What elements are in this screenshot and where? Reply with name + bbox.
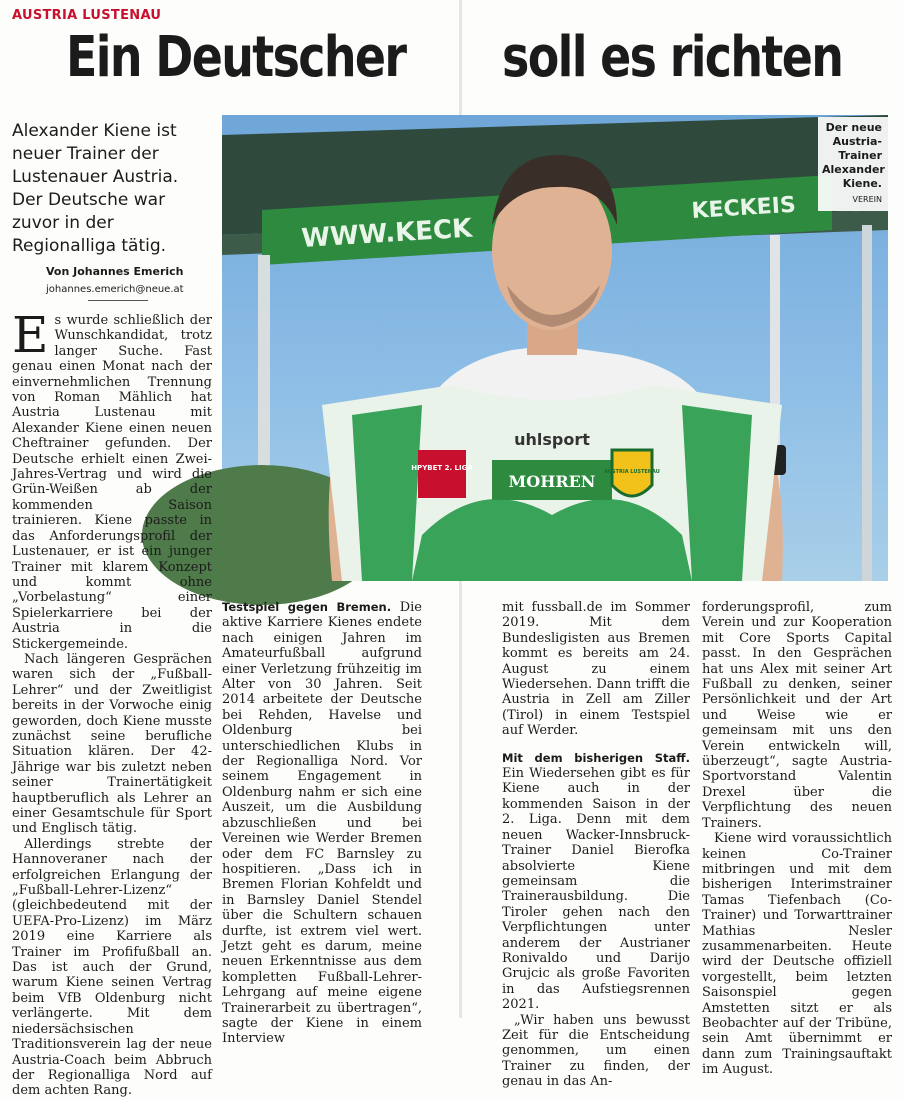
photo-caption — [818, 117, 888, 211]
subhead: Mit dem bisherigen Staff. — [502, 750, 690, 765]
paragraph: forderungsprofil, zum Verein und zur Kooperation mit Core Sports Capital passt. In den Gesprächen hat uns Alex mit seiner Art Fußball zu denken, seiner Persönlichkeit und der Art und Weise wie er gemeinsam mit uns den Verein entwickeln will, überzeugt“, sagte Austria-Sportvorstand Valentin Drexel über die Verpflichtung des neuen Trainers. — [702, 600, 892, 831]
banner-text-left: WWW.KECK — [300, 213, 474, 254]
paragraph-text: Ein Wiedersehen gibt es für Kiene auch in der kommenden Saison in der 2. Liga. Denn mit dem neuen Wacker-Innsbruck-Trainer Daniel Bierofka absolvierte Kiene gemeinsam die Trainerausbildung. Die Tiroler gehen nach den Verpflichtungen unter anderem der Austrianer Ronivaldo und Darijo Grujcic als große Favoriten in das Aufstiegsrennen 2021. — [502, 766, 690, 1013]
paragraph — [12, 306, 212, 652]
jersey-sponsor: MOHREN — [508, 472, 596, 491]
paragraph — [502, 751, 690, 1013]
jersey-stripe-right — [682, 405, 752, 581]
drop-cap: E — [12, 306, 49, 364]
paragraph: Allerdings strebte der Hannoveraner nach der erfolgreichen Erlangung der „Fußball-Lehrer-Lizenz“ (gleichbedeutend mit der UEFA-Pro-Lizenz) im März 2019 eine Karriere als Trainer im Profifußball an. Das ist auch der Grund, warum Kiene seinen Vertrag beim VfB Oldenburg nicht verlängerte. Mit dem niedersächsischen Traditionsverein lag der neue Austria-Coach beim Abbruch der Regionalliga Nord auf dem achten Rang. — [12, 836, 212, 1099]
coach-photo — [222, 115, 888, 581]
league-badge — [418, 450, 466, 498]
club-badge-text: AUSTRIA LUSTENAU — [604, 469, 660, 475]
byline-author: Von Johannes Emerich — [46, 265, 184, 278]
headline-right: soll es richten — [502, 25, 843, 90]
paragraph: mit fussball.de im Sommer 2019. Mit dem Bundesligisten aus Bremen kommt es bereits am 24. August zu einem Wiedersehen. Dann trifft die Austria in Zell am Ziller (Tirol) in einem Testspiel auf Werder. — [502, 600, 690, 739]
photo-credit: VEREIN — [852, 195, 882, 204]
paragraph: Nach längeren Gesprächen waren sich der „Fußball-Lehrer“ und der Zweitligist bereits in der Vorwoche einig geworden, doch Kiene musste zunächst seine berufliche Situation klären. Der 42-Jährige war bis zuletzt neben seiner Trainertätigkeit hauptberuflich als Lehrer an einer Gesamtschule für Sport und Englisch tätig. — [12, 651, 212, 837]
article-column-3 — [502, 600, 690, 1090]
subhead: Testspiel gegen Bremen. — [222, 600, 392, 614]
paragraph: „Wir haben uns bewusst Zeit für die Entscheidung genommen, um einen Trainer zu finden, der genau in das An- — [502, 1012, 690, 1090]
paragraph — [222, 600, 422, 1047]
column-spacer — [502, 739, 690, 751]
caption-text: Der neue Austria-Trainer Alexander Kiene. — [822, 121, 885, 190]
byline-email[interactable]: johannes.emerich@neue.at — [46, 284, 184, 295]
paragraph-text: Die aktive Karriere Kienes endete nach einigen Jahren im Amateurfußball aufgrund einer Verletzung frühzeitig im Alter von 30 Jahren. Seit 2014 arbeitete der Deutsche bei Rehden, Havelse und Oldenburg bei unterschiedlichen Klubs in der Regionalliga Nord. Vor seinem Engagement in Oldenburg nahm er sich eine Auszeit, um die Ausbildung abzuschließen und bei Vereinen wie Werder Bremen oder dem FC Barnsley zu hospitieren. „Dass ich in Bremen Florian Kohfeldt und in Barnsley Daniel Stendel über die Schultern schauen durfte, ist extrem viel wert. Jetzt geht es darum, meine neuen Erkenntnisse aus dem kompletten Fußball-Lehrer-Lehrgang auf meine eigene Trainerarbeit zu übertragen“, sagte der Kiene in einem Interview — [222, 600, 422, 1047]
lead-text: Alexander Kiene ist neuer Trainer der Lustenauer Austria. Der Deutsche war zuvor in der Regionalliga tätig. — [12, 121, 179, 256]
jersey-brand: uhlsport — [514, 430, 590, 449]
section-label: AUSTRIA LUSTENAU — [12, 8, 162, 23]
headline-left: Ein Deutscher — [66, 25, 406, 90]
article-column-2 — [222, 600, 422, 1047]
banner-text-right: KECKEIS — [690, 192, 797, 224]
jersey-stripe-left — [352, 405, 422, 581]
post-far-right — [862, 225, 872, 581]
photo-illustration — [222, 115, 888, 581]
paragraph: Kiene wird voraussichtlich keinen Co-Trainer mitbringen und mit dem bisherigen Interimstrainer Tamas Tiefenbach (Co-Trainer) und Torwarttrainer Mathias Nesler zusammenarbeiten. Heute wird der Deutsche offiziell vorgestellt, beim letzten Saisonspiel gegen Amstetten sitzt er als Beobachter auf der Tribüne, sein Amt übernimmt er dann zum Trainingsauftakt im August. — [702, 831, 892, 1078]
article-column-4 — [702, 600, 892, 1078]
league-badge-text: HPYBET 2. LIGA — [411, 464, 473, 472]
byline-rule — [88, 300, 148, 301]
article-column-1 — [12, 306, 212, 1099]
paragraph-text: s wurde schließlich der Wunschkandidat, trotz langer Suche. Fast genau einen Monat nach der einvernehmlichen Trennung von Roman Mählich hat Austria Lustenau mit Alexander Kiene einen neuen Cheftrainer gefunden. Der Deutsche erhielt einen Zwei-Jahres-Vertrag und wird die Grün-Weißen ab der kommenden Saison trainieren. Kiene passte in das Anforderungsprofil der Lustenauer, er ist ein junger Trainer mit klarem Konzept und kommt ohne „Vorbelastung“ einer Spielerkarriere bei der Austria in die Stickergemeinde. — [12, 313, 212, 652]
